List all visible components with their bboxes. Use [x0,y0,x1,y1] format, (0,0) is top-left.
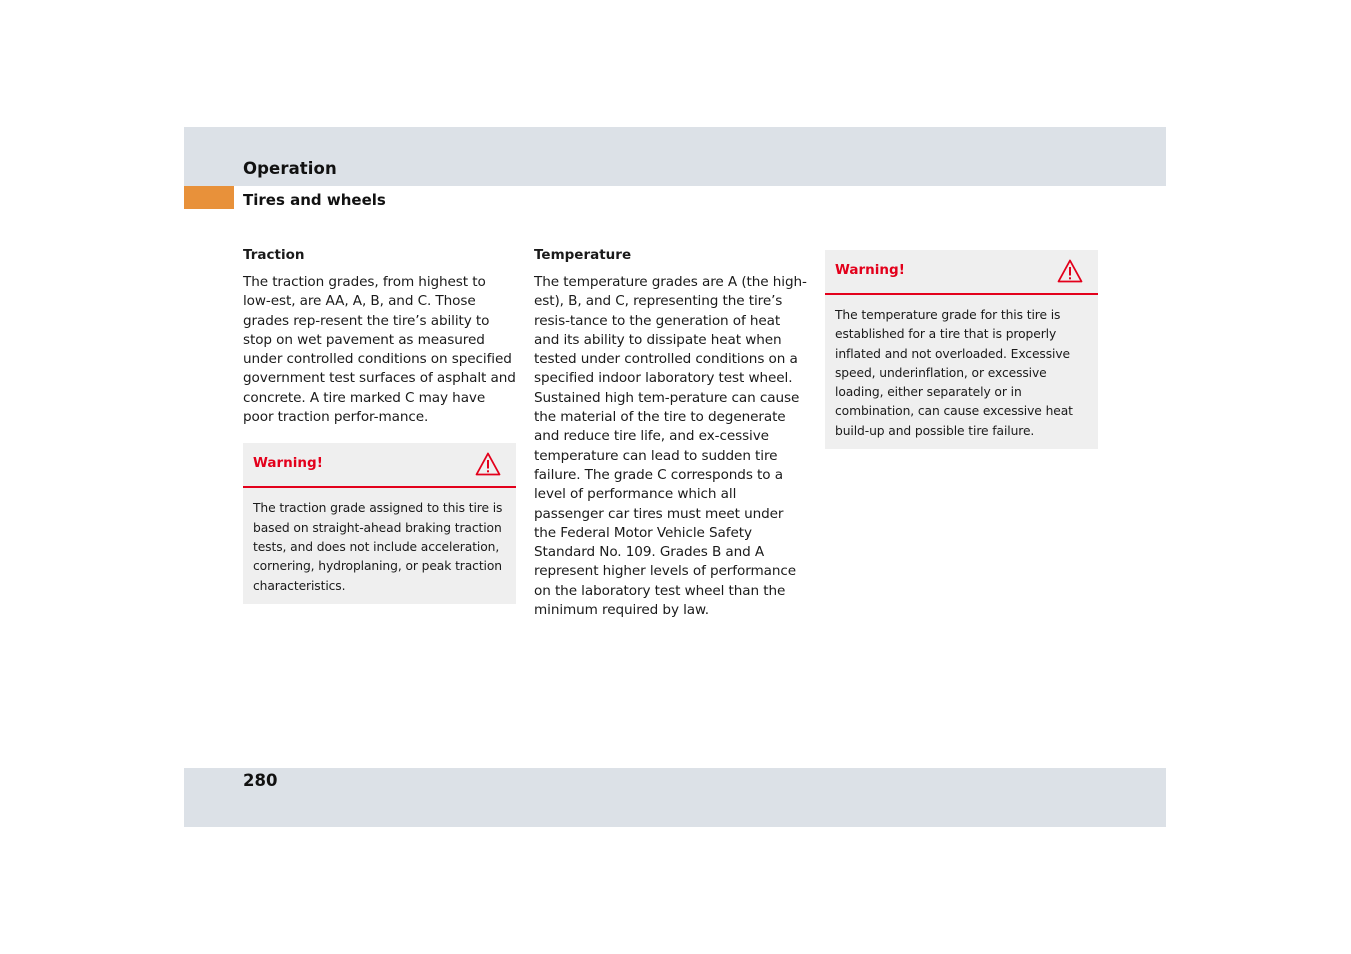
section-marker [184,186,234,209]
traction-heading: Traction [243,247,305,263]
footer-band [184,768,1166,827]
warning-triangle-icon [475,452,501,476]
temperature-body: The temperature grades are A (the high-est), B, and C, representing the tire’s resis-tance to the generation of heat and its ability to dissipate heat when tested under controlled conditions on a specified indoor laboratory test wheel. Sustained high tem-perature can cause the material of the tire to degenerate and reduce tire life, and ex-cessive temperature can lead to sudden tire failure. The grade C corresponds to a level of performance which all passenger car tires must meet under the Federal Motor Vehicle Safety Standard No. 109. Grades B and A represent higher levels of performance on the laboratory test wheel than the minimum required by law. [534,274,807,619]
traction-warning-body: The traction grade assigned to this tire is based on straight-ahead braking traction tests, and does not include acceleration, cornering, hydroplaning, or peak traction characteristics. [253,501,503,593]
traction-column [243,246,516,604]
page-number: 280 [243,771,278,790]
temperature-warning-box [825,250,1098,449]
traction-body: The traction grades, from highest to low-est, are AA, A, B, and C. Those grades rep-resent the tire’s ability to stop on wet pavement as measured under controlled conditions on specified government test surfaces of asphalt and concrete. A tire marked C may have poor traction perfor-mance. [243,274,516,426]
warning-triangle-icon [1057,259,1083,283]
temperature-column [534,246,807,620]
temperature-warning-column [825,250,1098,449]
section-title: Operation [243,159,337,178]
traction-warning-header [243,443,516,488]
temperature-warning-label: Warning! [835,262,905,278]
traction-warning-label: Warning! [253,455,323,472]
traction-warning-box [243,443,516,603]
temperature-heading: Temperature [534,247,632,263]
subsection-title: Tires and wheels [243,191,386,209]
temperature-warning-header [825,250,1098,295]
temperature-warning-body: The temperature grade for this tire is established for a tire that is properly inflated and not overloaded. Excessive speed, underinflation, or excessive loading, either separately or in combination, can cause excessive heat build-up and possible tire failure. [835,308,1073,438]
